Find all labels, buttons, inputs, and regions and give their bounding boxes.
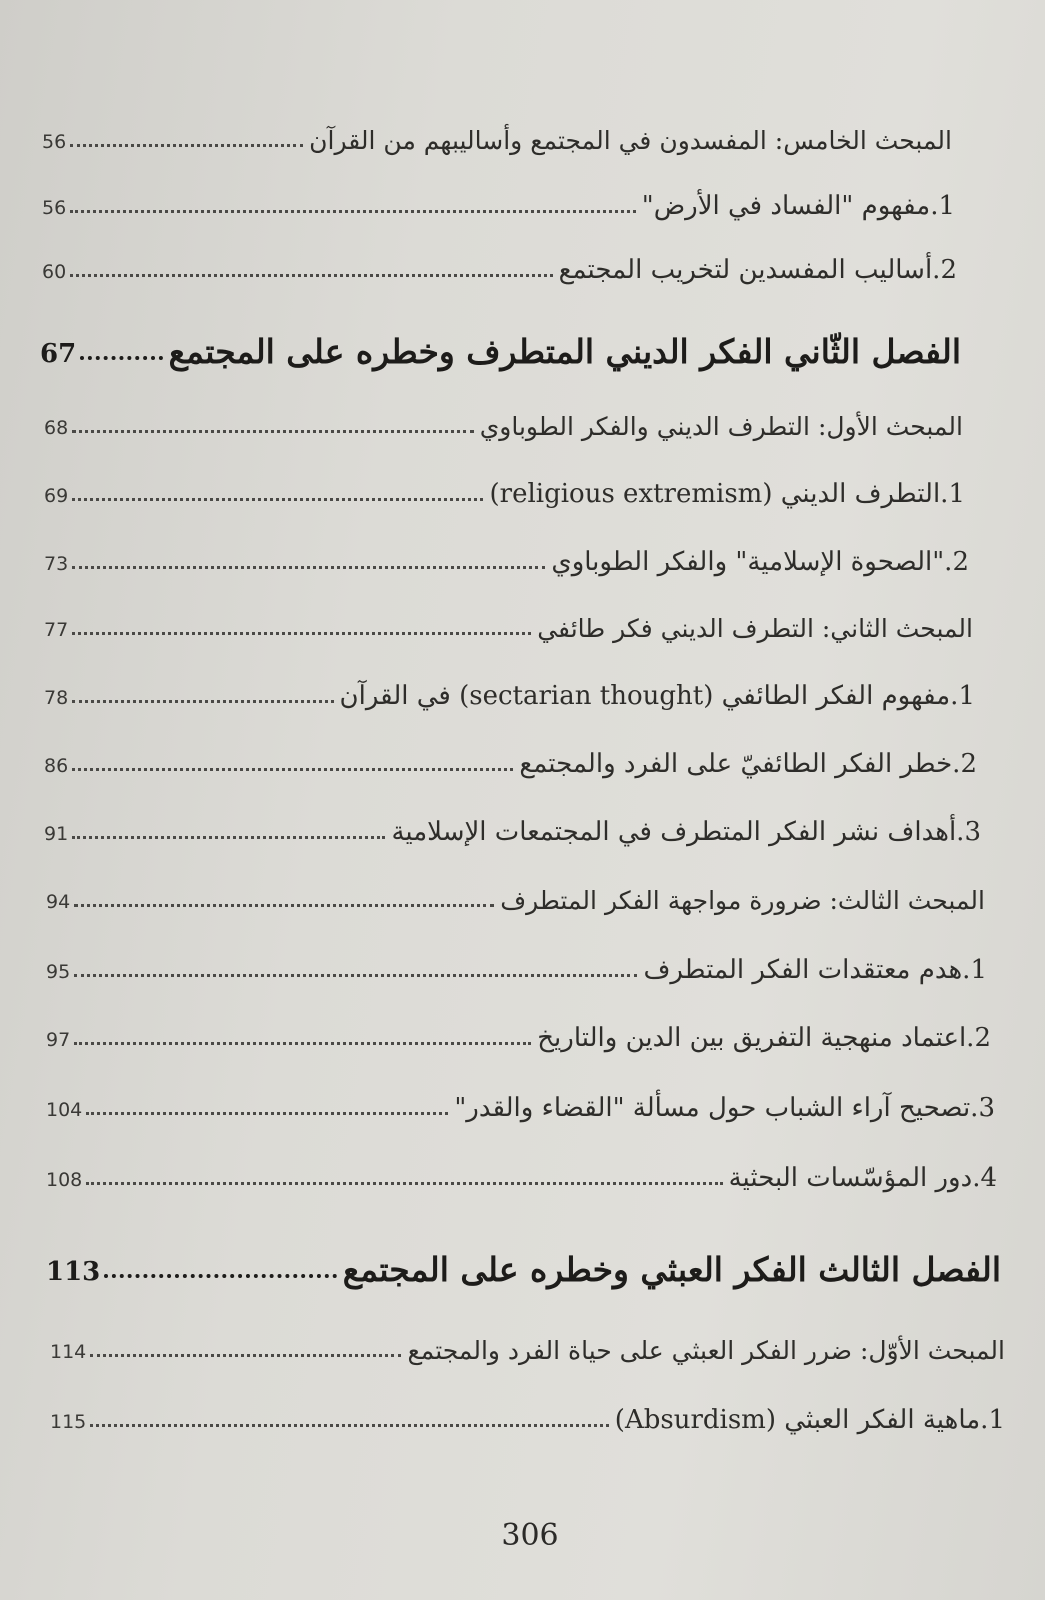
toc-entry [42, 112, 952, 156]
toc-entry-title: 1.ماهية الفكر العبثي (Absurdism) [614, 1404, 1005, 1435]
toc-entry-title: 4.دور المؤسّسات البحثية [728, 1162, 997, 1193]
toc-page-number: 69 [44, 485, 69, 507]
toc-leader-dots [104, 1274, 336, 1278]
toc-entry [46, 872, 985, 916]
toc-entry [50, 1322, 1005, 1366]
toc-entry [42, 242, 957, 286]
toc-leader-dots [74, 904, 494, 907]
toc-leader-dots [86, 1182, 722, 1185]
toc-leader-dots [70, 210, 636, 213]
toc-page-number: 86 [44, 755, 69, 777]
toc-page-number: 56 [42, 197, 67, 219]
toc-page-number: 114 [50, 1341, 87, 1363]
toc-entry [46, 942, 987, 986]
toc-entry-title: 1.هدم معتقدات الفكر المتطرف [643, 954, 987, 985]
toc-entry-title: 3.أهداف نشر الفكر المتطرف في المجتمعات الإسلامية [391, 816, 981, 847]
toc-entry [46, 1150, 997, 1194]
toc-leader-dots [72, 430, 474, 433]
toc-entry-title: المبحث الثالث: ضرورة مواجهة الفكر المتطرف [500, 886, 985, 915]
toc-page-number: 104 [46, 1099, 83, 1121]
toc-page-number: 67 [40, 339, 77, 369]
toc-page-number: 78 [44, 687, 69, 709]
toc-entry-title: 1.التطرف الديني (religious extremism) [489, 478, 965, 509]
toc-page-number: 60 [42, 261, 67, 283]
toc-leader-dots [80, 356, 162, 360]
toc-entry-title: 2.اعتماد منهجية التفريق بين الدين والتاريخ [537, 1022, 991, 1053]
toc-chapter-title: الفصل الثالث الفكر العبثي وخطره على المجتمع [342, 1250, 1001, 1290]
toc-entry [44, 736, 977, 780]
toc-entry [44, 668, 975, 712]
toc-page-number: 68 [44, 417, 69, 439]
toc-entry [44, 466, 965, 510]
toc-leader-dots [70, 144, 303, 147]
toc-leader-dots [90, 1354, 401, 1357]
toc-entry [46, 1080, 995, 1124]
toc-page-number: 73 [44, 553, 69, 575]
toc-entry-title: 2.خطر الفكر الطائفيّ على الفرد والمجتمع [519, 748, 977, 779]
toc-page-number: 95 [46, 961, 71, 983]
toc-entry [44, 534, 969, 578]
toc-page-number: 97 [46, 1029, 71, 1051]
toc-chapter-entry [40, 318, 961, 372]
toc-leader-dots [74, 1042, 531, 1045]
toc-page-number: 113 [46, 1257, 101, 1287]
toc-leader-dots [86, 1112, 448, 1115]
toc-entry [42, 178, 955, 222]
toc-leader-dots [72, 768, 513, 771]
toc-page-number: 115 [50, 1411, 87, 1433]
toc-entry-title: 1.مفهوم "الفساد في الأرض" [641, 190, 955, 221]
toc-leader-dots [90, 1424, 609, 1427]
toc-page-number: 91 [44, 823, 69, 845]
toc-leader-dots [74, 974, 637, 977]
toc-leader-dots [72, 632, 531, 635]
toc-leader-dots [72, 700, 333, 703]
toc-entry-title: المبحث الأوّل: ضرر الفكر العبثي على حياة الفرد والمجتمع [407, 1336, 1005, 1365]
toc-leader-dots [72, 566, 545, 569]
toc-entry [44, 804, 981, 848]
toc-chapter-entry [46, 1236, 1001, 1290]
toc-entry-title: 2."الصحوة الإسلامية" والفكر الطوباوي [551, 546, 969, 577]
toc-entry [50, 1392, 1005, 1436]
toc-entry-title: المبحث الأول: التطرف الديني والفكر الطوباوي [479, 412, 963, 441]
toc-entry [44, 398, 963, 442]
toc-entry-title: 1.مفهوم الفكر الطائفي (sectarian thought) في القرآن [339, 680, 975, 711]
page-folio-number: 306 [501, 1518, 559, 1553]
toc-chapter-title: الفصل الثّاني الفكر الديني المتطرف وخطره على المجتمع [168, 332, 961, 372]
toc-leader-dots [70, 274, 552, 277]
toc-entry [46, 1010, 991, 1054]
toc-page-number: 94 [46, 891, 71, 913]
toc-page-number: 108 [46, 1169, 83, 1191]
toc-entry-title: 2.أساليب المفسدين لتخريب المجتمع [558, 254, 957, 285]
toc-entry-title: المبحث الخامس: المفسدون في المجتمع وأساليبهم من القرآن [309, 126, 952, 155]
toc-leader-dots [72, 498, 483, 501]
toc-entry-title: المبحث الثاني: التطرف الديني فكر طائفي [537, 614, 973, 643]
toc-entry [44, 600, 973, 644]
toc-page-number: 77 [44, 619, 69, 641]
toc-page-number: 56 [42, 131, 67, 153]
toc-entry-title: 3.تصحيح آراء الشباب حول مسألة "القضاء والقدر" [454, 1092, 995, 1123]
toc-leader-dots [72, 836, 385, 839]
